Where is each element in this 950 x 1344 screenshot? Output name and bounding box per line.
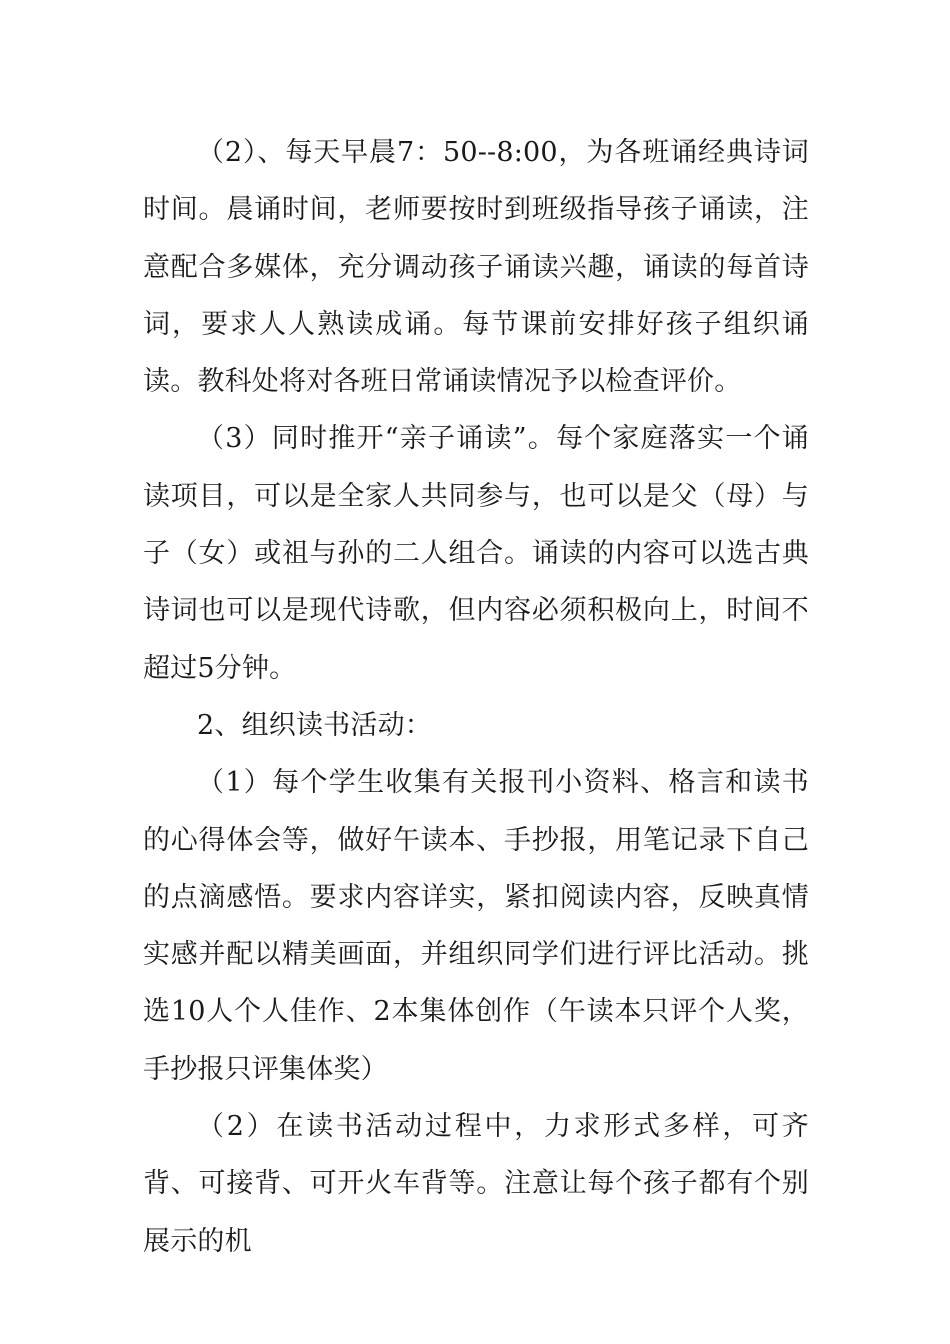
section-heading-reading-activities: 2、组织读书活动： bbox=[197, 709, 432, 741]
paragraph-parent-child-recitation: （3）同时推开“亲子诵读”。每个家庭落实一个诵读项目，可以是全家人共同参与，也可以是父（母）与子（女）或祖与孙的二人组合。诵读的内容可以选古典诗词也可以是现代诗歌，但内容必须积极向上，时间不超过5分钟。 bbox=[143, 423, 809, 684]
paragraph-reading-materials: （1）每个学生收集有关报刊小资料、格言和读书的心得体会等，做好午读本、手抄报，用笔记录下自己的点滴感悟。要求内容详实，紧扣阅读内容，反映真情实感并配以精美画面，并组织同学们进行评比活动。挑选10人个人佳作、2本集体创作（午读本只评个人奖，手抄报只评集体奖） bbox=[143, 767, 809, 1085]
paragraph-morning-recitation: （2）、每天早晨7：50--8:00，为各班诵经典诗词时间。晨诵时间，老师要按时到班级指导孩子诵读，注意配合多媒体，充分调动孩子诵读兴趣，诵读的每首诗词，要求人人熟读成诵。每节课前安排好孩子组织诵读。教科处将对各班日常诵读情况予以检查评价。 bbox=[143, 137, 809, 398]
document-body bbox=[143, 124, 809, 1270]
paragraph-activity-forms: （2）在读书活动过程中，力求形式多样，可齐背、可接背、可开火车背等。注意让每个孩子都有个别展示的机 bbox=[143, 1111, 809, 1257]
